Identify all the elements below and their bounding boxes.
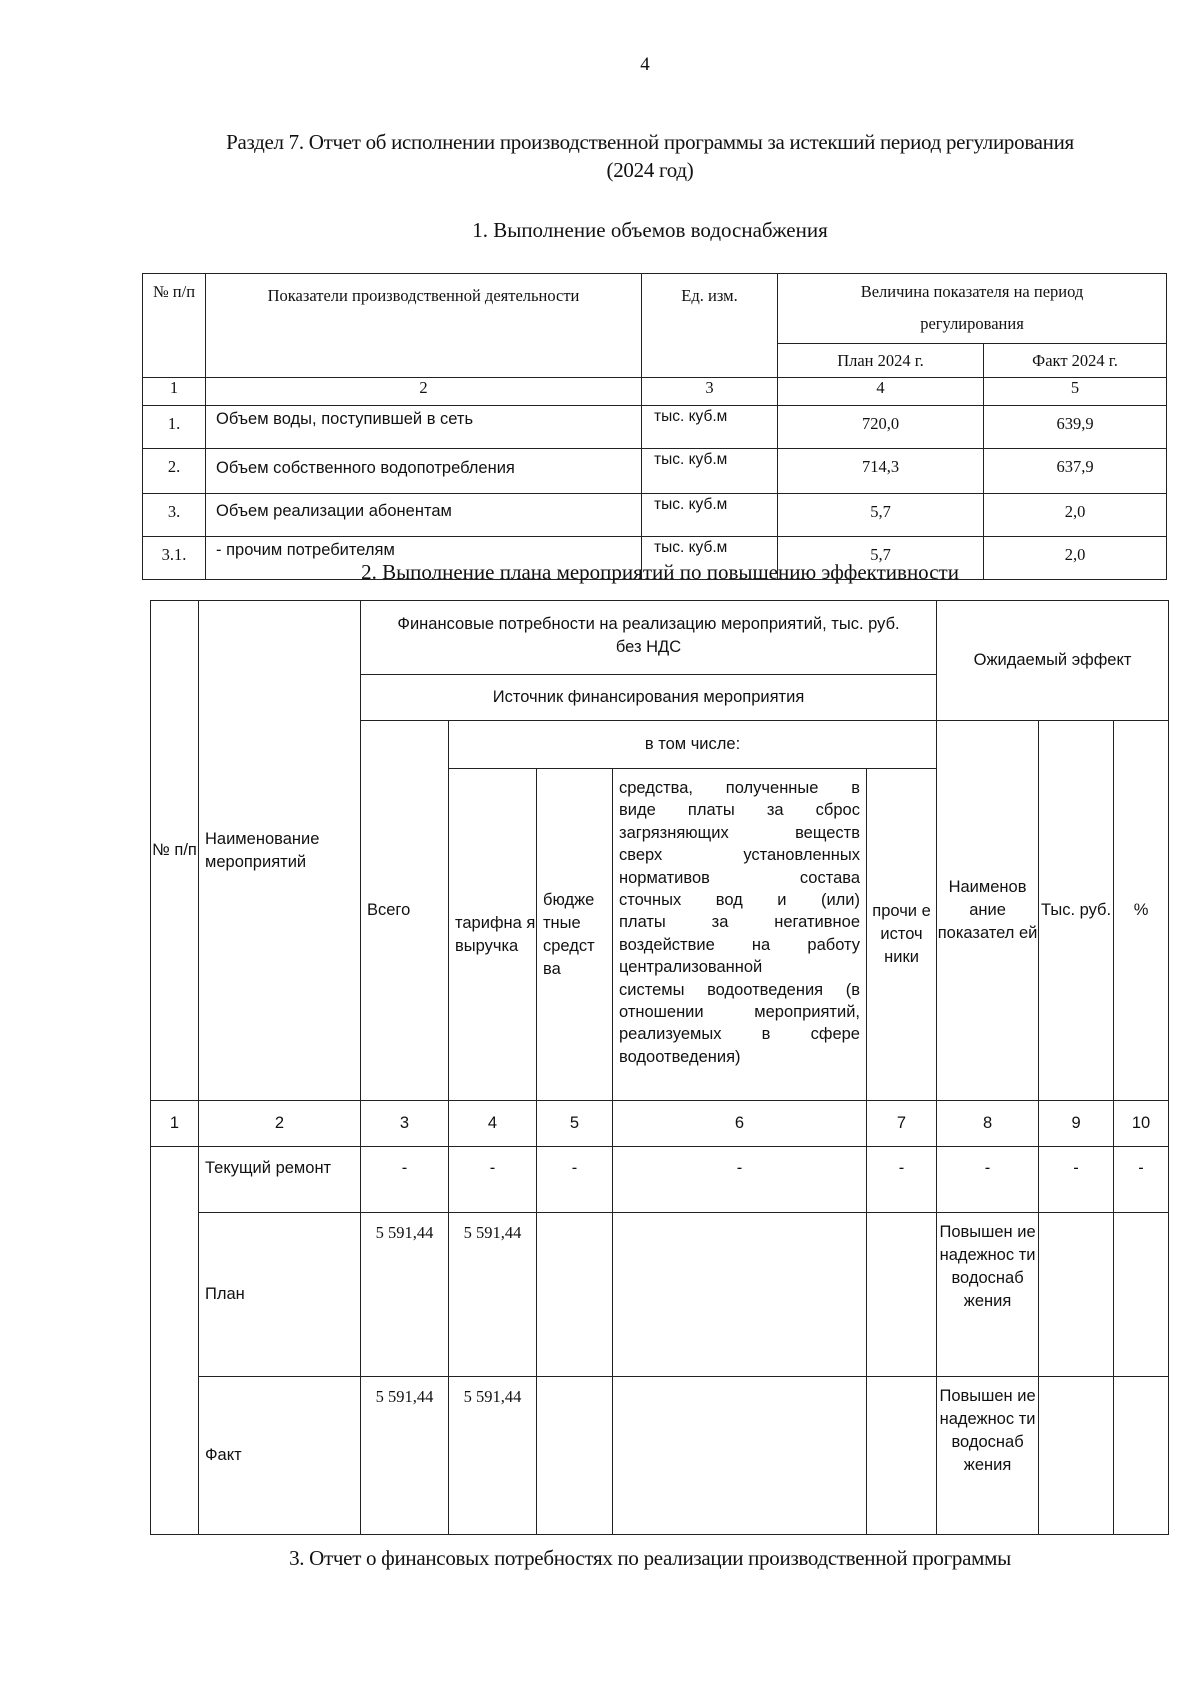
t2-colnum: 10 [1114,1101,1169,1147]
t1-row-unit: тыс. куб.м [642,406,778,449]
t2-head-fin: Финансовые потребности на реализацию мероприятий, тыс. руб. без НДС [361,601,937,675]
t2-head-other: прочи е источ ники [867,769,937,1101]
t2-fact-effect: Повышен ие надежнос ти водоснаб жения [937,1377,1039,1535]
t1-row-fact: 2,0 [984,494,1167,537]
t1-row-unit: тыс. куб.м [642,537,778,580]
t1-colnum: 5 [984,378,1167,406]
t2-head-budget: бюдже тные средст ва [537,769,613,1101]
heading-efficiency: 2. Выполнение плана мероприятий по повышению эффективности [361,560,959,584]
t2-plan-effect: Повышен ие надежнос ти водоснаб жения [937,1213,1039,1377]
t2-head-funds-line: виде платы за сброс [619,801,860,820]
t2-dash: - [361,1147,449,1213]
t2-head-pct: % [1114,721,1169,1101]
t1-row-name: - прочим потребителям [206,537,642,580]
t2-plan-total: 5 591,44 [361,1213,449,1377]
t1-colnum: 1 [143,378,206,406]
t2-colnum: 3 [361,1101,449,1147]
t2-empty [613,1377,867,1535]
t2-head-effect: Ожидаемый эффект [937,601,1169,721]
t1-row-plan: 720,0 [778,406,984,449]
t2-colnum: 9 [1039,1101,1114,1147]
t1-row-no: 3.1. [143,537,206,580]
water-supply-table [142,273,1167,580]
t1-head-plan: План 2024 г. [778,344,984,378]
t2-colnum: 1 [151,1101,199,1147]
section-title-line-1: Раздел 7. Отчет об исполнении производственной программы за истекший период регулирования [226,130,1074,154]
t2-empty [867,1377,937,1535]
t1-row-no: 3. [143,494,206,537]
t2-empty [537,1213,613,1377]
t1-head-no: № п/п [143,274,206,378]
heading-water-supply: 1. Выполнение объемов водоснабжения [472,218,828,242]
t2-empty [1114,1213,1169,1377]
t1-row-unit: тыс. куб.м [642,449,778,494]
t2-dash: - [937,1147,1039,1213]
t2-empty [1039,1377,1114,1535]
t1-head-value: Величина показателя на период регулирования [778,274,1167,344]
t2-head-no: № п/п [151,601,199,1101]
t2-colnum: 2 [199,1101,361,1147]
table-row [151,1213,1169,1377]
t1-row-plan: 5,7 [778,537,984,580]
t2-head-funds-line: реализуемых в сфере [619,1025,860,1044]
table-row [151,1147,1169,1213]
t2-repair-name: Текущий ремонт [199,1147,361,1213]
t2-head-funds-line: сверх установленных [619,846,860,865]
t1-row-name: Объем реализации абонентам [206,494,642,537]
t1-row-fact: 637,9 [984,449,1167,494]
table-row [143,406,1167,449]
t1-row-plan: 5,7 [778,494,984,537]
t2-dash: - [537,1147,613,1213]
page-number: 4 [640,54,650,75]
t2-empty [867,1213,937,1377]
t2-dash: - [1039,1147,1114,1213]
t2-empty [613,1213,867,1377]
t1-colnum: 4 [778,378,984,406]
table-row [151,1377,1169,1535]
t2-head-funds-line: загрязняющих веществ [619,823,860,842]
t2-colnum: 7 [867,1101,937,1147]
t1-colnum: 3 [642,378,778,406]
t2-head-funds-line: отношении мероприятий, [619,1003,860,1022]
table-row [143,449,1167,494]
t2-head-tariff: тарифна я выручка [449,769,537,1101]
t2-empty [1114,1377,1169,1535]
t2-colnum: 8 [937,1101,1039,1147]
t2-head-funds-line: платы за негативное [619,913,860,932]
t1-row-unit: тыс. куб.м [642,494,778,537]
t2-head-funds-line: средства, полученные в [619,779,860,797]
t2-head-funds [613,769,867,1101]
heading-financial-needs: 3. Отчет о финансовых потребностях по реализации производственной программы [289,1546,1011,1570]
t2-head-source: Источник финансирования мероприятия [361,675,937,721]
t2-head-funds-line: централизованной [619,958,763,977]
t2-colnum: 6 [613,1101,867,1147]
t2-plan-tariff: 5 591,44 [449,1213,537,1377]
t1-row-plan: 714,3 [778,449,984,494]
t1-row-fact: 2,0 [984,537,1167,580]
t2-dash: - [613,1147,867,1213]
t2-head-funds-line: воздействие на работу [619,935,860,954]
section-title-line-2: (2024 год) [606,158,694,182]
t2-head-funds-line: сточных вод и (или) [619,891,860,910]
t2-fact-tariff: 5 591,44 [449,1377,537,1535]
t2-colnum: 5 [537,1101,613,1147]
t2-dash: - [867,1147,937,1213]
t1-row-fact: 639,9 [984,406,1167,449]
t1-row-name: Объем собственного водопотребления [206,449,642,494]
t2-head-name: Наименование мероприятий [199,601,361,1101]
t1-row-name: Объем воды, поступившей в сеть [206,406,642,449]
t2-fact-total: 5 591,44 [361,1377,449,1535]
efficiency-table [150,600,1169,1535]
t2-head-funds-line: нормативов состава [619,868,860,887]
t2-colnum: 4 [449,1101,537,1147]
t2-head-incl: в том числе: [449,721,937,769]
t1-head-unit: Ед. изм. [642,274,778,378]
t2-empty [537,1377,613,1535]
t1-colnum: 2 [206,378,642,406]
t2-head-rub: Тыс. руб. [1039,721,1114,1101]
t2-head-funds-line: водоотведения) [619,1047,741,1066]
t1-row-no: 1. [143,406,206,449]
t2-dash: - [1114,1147,1169,1213]
t2-row-no-empty [151,1147,199,1535]
t2-dash: - [449,1147,537,1213]
t2-head-funds-line: системы водоотведения (в [619,980,860,999]
t1-head-fact: Факт 2024 г. [984,344,1167,378]
t1-row-no: 2. [143,449,206,494]
t2-head-indicator: Наименов ание показател ей [937,721,1039,1101]
t1-head-indicators: Показатели производственной деятельности [206,274,642,378]
section-title [150,128,1150,184]
t2-head-total: Всего [361,721,449,1101]
t2-plan-label: План [199,1213,361,1377]
t2-fact-label: Факт [199,1377,361,1535]
t2-empty [1039,1213,1114,1377]
table-row [143,494,1167,537]
